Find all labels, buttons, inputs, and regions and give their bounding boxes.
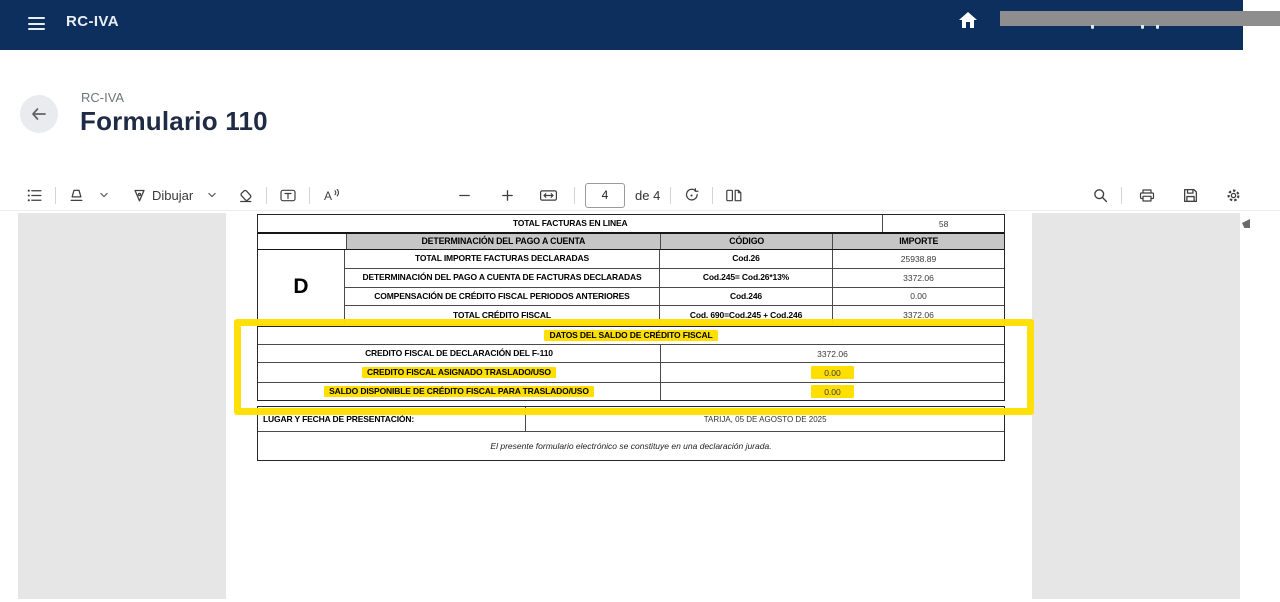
lugar-value: TARIJA, 05 DE AGOSTO DE 2025 — [525, 407, 1004, 431]
redacted-user-info — [1000, 11, 1280, 26]
row-label: COMPENSACIÓN DE CRÉDITO FISCAL PERIODOS ANTERIORES — [344, 288, 659, 306]
print-button[interactable] — [1136, 185, 1158, 206]
row-value-cell — [660, 383, 1004, 400]
draw-button-label: Dibujar — [152, 187, 194, 203]
row-amount: 0.00 — [832, 288, 1004, 306]
fit-width-icon — [539, 187, 558, 204]
page-view-button[interactable] — [723, 185, 745, 206]
home-icon[interactable] — [958, 11, 978, 29]
row-value-highlighted: 0.00 — [811, 366, 854, 379]
outline-list-icon — [26, 187, 43, 204]
page-count-label: de 4 — [635, 187, 661, 203]
row-code: Cod.26 — [659, 250, 832, 268]
highlight-options-button[interactable] — [97, 188, 111, 202]
row-amount: 3372.06 — [832, 269, 1004, 287]
chevron-down-icon — [207, 190, 217, 200]
row-value: 3372.06 — [660, 345, 1004, 362]
search-button[interactable] — [1090, 185, 1111, 206]
document-outline-button[interactable] — [24, 185, 45, 206]
row-value-cell — [660, 363, 1004, 382]
zoom-out-button[interactable] — [455, 186, 474, 205]
table-header-row — [258, 232, 1004, 250]
table-row — [344, 268, 1004, 287]
pdf-page — [226, 213, 1032, 599]
row-label: DETERMINACIÓN DEL PAGO A CUENTA DE FACTURAS DECLARADAS — [344, 269, 659, 287]
rotate-icon — [683, 187, 700, 204]
two-page-view-icon — [725, 187, 743, 204]
toolbar-separator — [712, 187, 713, 204]
toolbar-separator — [309, 187, 310, 204]
legal-row — [258, 431, 1004, 460]
row-code: Cod.245= Cod.26*13% — [659, 269, 832, 287]
print-icon — [1138, 187, 1156, 204]
settings-button[interactable] — [1223, 185, 1244, 206]
highlight-button[interactable] — [66, 185, 87, 206]
pen-nib-icon — [131, 187, 148, 204]
total-facturas-value: 58 — [882, 215, 1004, 232]
save-button[interactable] — [1180, 185, 1201, 206]
table-row — [258, 362, 1004, 382]
draw-button[interactable] — [129, 185, 195, 206]
table-row — [258, 407, 1004, 431]
redacted-text-descender — [1091, 25, 1094, 29]
toolbar-separator — [574, 187, 575, 204]
row-value-highlighted: 0.00 — [811, 385, 854, 398]
fit-width-button[interactable] — [537, 185, 560, 206]
redacted-text-descender — [1156, 25, 1159, 29]
pdf-toolbar — [0, 180, 1280, 211]
total-facturas-label: TOTAL FACTURAS EN LINEA — [512, 218, 628, 229]
toolbar-separator — [266, 187, 267, 204]
app-title: RC-IVA — [66, 13, 119, 30]
eraser-icon — [237, 187, 254, 204]
form-table-footer — [257, 406, 1005, 461]
saldo-section-title: DATOS DEL SALDO DE CRÉDITO FISCAL — [544, 330, 717, 342]
row-code: Cod. 690=Cod.245 + Cod.246 — [659, 306, 832, 324]
row-code: Cod.246 — [659, 288, 832, 306]
header-empty-cell — [258, 234, 346, 249]
search-icon — [1092, 187, 1109, 204]
row-label: TOTAL CRÉDITO FISCAL — [344, 306, 659, 324]
toolbar-separator — [670, 187, 671, 204]
pdf-viewer[interactable] — [18, 213, 1240, 599]
form-table-saldo-section — [257, 326, 1005, 401]
read-aloud-button[interactable] — [320, 185, 342, 206]
row-label: CREDITO FISCAL DE DECLARACIÓN DEL F-110 — [365, 348, 553, 359]
table-row — [258, 382, 1004, 400]
row-label-cell — [258, 383, 660, 400]
section-d-body — [258, 250, 1004, 324]
table-row — [344, 250, 1004, 268]
form-table-section-d — [257, 214, 1005, 325]
zoom-in-button[interactable] — [498, 186, 517, 205]
toolbar-separator — [1121, 187, 1122, 204]
menu-icon[interactable] — [28, 17, 45, 30]
chevron-down-icon — [99, 190, 109, 200]
row-amount: 3372.06 — [832, 306, 1004, 324]
plus-icon — [500, 188, 515, 203]
page-title: Formulario 110 — [80, 106, 268, 136]
row-label-highlighted: SALDO DISPONIBLE DE CRÉDITO FISCAL PARA TRASLADO/USO — [324, 386, 594, 398]
row-label: TOTAL IMPORTE FACTURAS DECLARADAS — [344, 250, 659, 268]
table-row — [258, 344, 1004, 362]
table-row — [344, 305, 1004, 324]
text-box-icon — [279, 187, 297, 204]
redacted-text-descender — [1141, 25, 1144, 29]
legal-text: El presente formulario electrónico se constituye en una declaración jurada. — [490, 441, 772, 451]
rotate-button[interactable] — [681, 185, 702, 206]
row-label-cell — [258, 363, 660, 382]
row-label-highlighted: CREDITO FISCAL ASIGNADO TRASLADO/USO — [362, 367, 556, 379]
page-number-input[interactable] — [585, 183, 625, 208]
saldo-title-row — [258, 327, 1004, 344]
minus-icon — [457, 188, 472, 203]
highlighter-icon — [68, 187, 85, 204]
column-header: CÓDIGO — [660, 234, 833, 249]
section-letter: D — [293, 275, 309, 298]
text-box-button[interactable] — [277, 185, 299, 206]
breadcrumb: RC-IVA — [81, 90, 125, 105]
draw-options-button[interactable] — [205, 188, 219, 202]
back-button[interactable] — [20, 95, 58, 133]
table-row — [344, 287, 1004, 306]
scroll-marker — [1242, 219, 1250, 228]
column-header: DETERMINACIÓN DEL PAGO A CUENTA — [346, 234, 660, 249]
table-row — [258, 215, 1004, 232]
read-aloud-icon — [322, 187, 340, 204]
toolbar-separator — [55, 187, 56, 204]
svg-text:A: A — [324, 188, 333, 203]
top-navigation-bar — [0, 0, 1243, 50]
save-icon — [1182, 187, 1199, 204]
column-header: IMPORTE — [832, 234, 1004, 249]
arrow-left-icon — [30, 106, 48, 122]
row-amount: 25938.89 — [832, 250, 1004, 268]
lugar-label: LUGAR Y FECHA DE PRESENTACIÓN: — [263, 413, 415, 424]
erase-button[interactable] — [235, 185, 256, 206]
gear-icon — [1225, 187, 1242, 204]
